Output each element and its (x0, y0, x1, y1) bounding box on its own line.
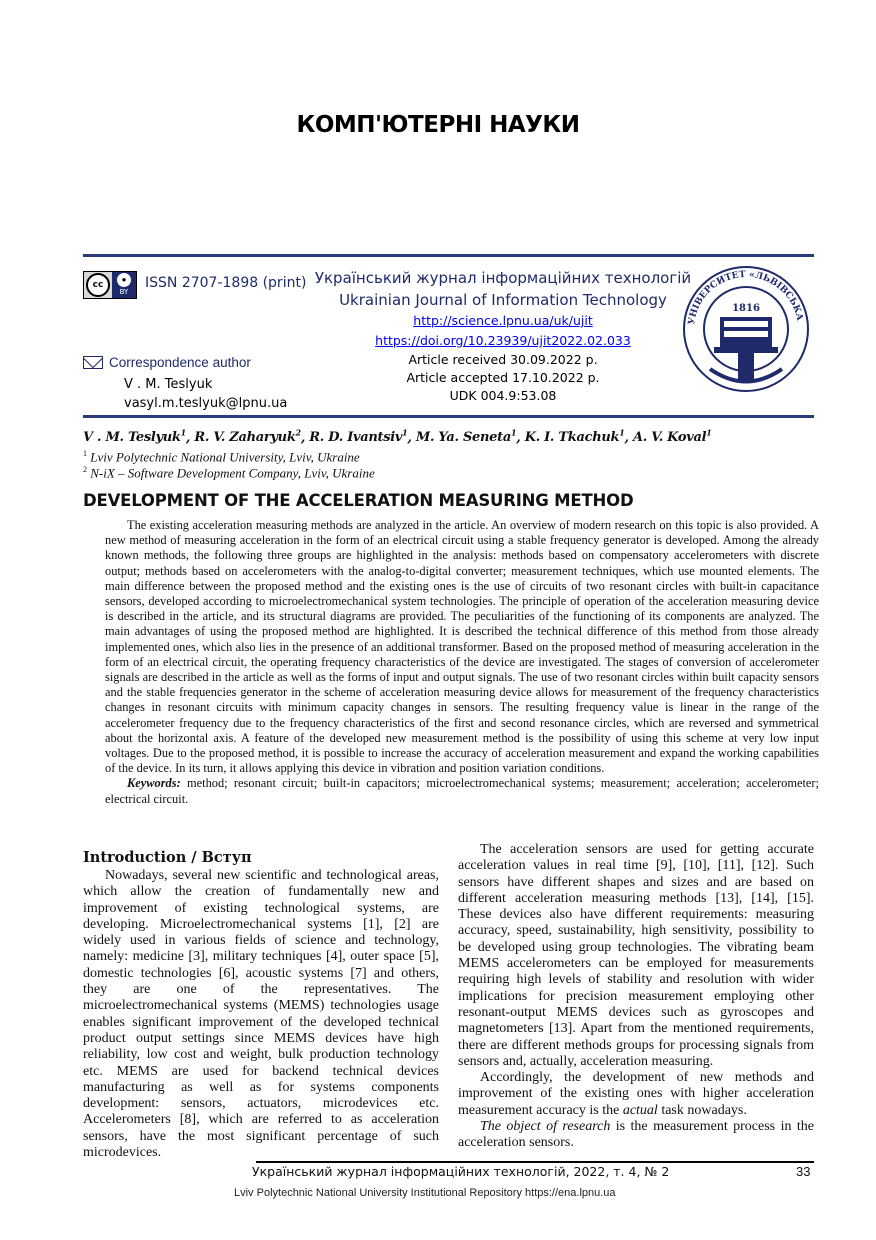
abstract (105, 518, 819, 807)
author: R. V. Zaharyuk$^2$ (194, 428, 301, 446)
author-list: V . M. Teslyuk$^1$, R. V. Zaharyuk$^2$, R. D. Ivantsiv$^1$, M. Ya. Seneta$^1$, K. I. Tkachuk$^1$, A. V. Koval$^1$ (83, 428, 712, 446)
person-icon: ● (117, 273, 131, 287)
paragraph: Accordingly, the development of new methods and improvement of the existing ones with higher acceleration measurement accuracy is the actual task nowadays. (458, 1070, 814, 1118)
author: K. I. Tkachuk$^1$ (524, 428, 625, 446)
affiliation: $^1$ Lviv Polytechnic National University, Lviv, Ukraine (83, 449, 360, 465)
cc-icon: cc (86, 273, 110, 297)
repository-note: Lviv Polytechnic National University Institutional Repository https://ena.lpnu.ua (234, 1187, 616, 1199)
correspondence-name: V . M. Teslyuk (124, 377, 213, 392)
cc-by-license-icon (83, 271, 137, 299)
section-heading: КОМП'ЮТЕРНІ НАУКИ (296, 112, 580, 138)
column-right (458, 842, 814, 1152)
affiliation: $^2$ N-iX – Software Development Company, Lviv, Ukraine (83, 465, 375, 481)
page-number: 33 (796, 1164, 811, 1179)
keywords: Keywords: method; resonant circuit; built-in capacitors; microelectromechanical systems; measurement; acceleration; accelerometer; electrical circuit. (105, 776, 819, 806)
svg-text:1816: 1816 (732, 303, 760, 314)
header-left (83, 271, 313, 411)
issn: ISSN 2707-1898 (print) (145, 275, 307, 291)
svg-text:УНІВЕРСИТЕТ «ЛЬВІВСЬКА: УНІВЕРСИТЕТ «ЛЬВІВСЬКА (687, 269, 805, 326)
udk: UDK 004.9:53.08 (449, 388, 557, 403)
footer-divider (256, 1161, 814, 1163)
intro-heading: Introduction / Вступ (83, 849, 252, 866)
correspondence-label: Correspondence author (83, 355, 251, 370)
article-title: DEVELOPMENT OF THE ACCELERATION MEASURING METHOD (83, 491, 634, 510)
article-accepted: Article accepted 17.10.2022 р. (406, 370, 600, 385)
university-seal-icon (680, 259, 812, 409)
abstract-text: The existing acceleration measuring methods are analyzed in the article. An overview of modern research on this topic is also provided. A new method of measuring acceleration in the form of an electrical circuit using a stable frequency generator is developed. Among the already known methods, the following three groups are highlighted in the analysis: methods based on compensatory accelerometers with discrete output; methods based on accelerometers with the analog-to-digital converter; measurement techniques, which use mounted elements. The main difference between the proposed method and the existing ones is the use of circuits of two resonant circles with built-in capacitance sensors, developed according to microelectromechanical system technologies. The principle of operation of the acceleration measuring device is described in the article, and its structural diagrams are provided. The peculiarities of the functioning of its components are analyzed. The main advantages of using the proposed method are highlighted. It is described the technical difference of this method from those already implemented ones, which also lies in the presence of an additional transformer. Based on the proposed method of measuring acceleration in the form of an electrical circuit, the operating frequency characteristics of the device are investigated. The stages of conversion of accelerometer signals are described in the article as well as the forms of input and output signals. The use of two resonant circles within built capacity sensors and the stable frequencies generator in the scheme of acceleration measuring device allows for measurement of the frequency characteristics changes in resonant circuits with minimum capacity changes in sensors. The resulting frequency value is linear in the range of the accelerometer frequency due to the frequency characteristics of the first and second resonance circles, which are reversed and symmetrical about the horizontal axis. A feature of the developed new measurement method is the possibility of using this scheme at very low input voltages. Due to the proposed method, it is possible to increase the accuracy of acceleration measurement and expand the working capabilities of the device. In its turn, it allows applying this device in vibration and position variation conditions. (105, 518, 819, 776)
journal-title-ua: Український журнал інформаційних технологій (314, 269, 692, 287)
by-label: BY (119, 288, 129, 296)
paragraph: The acceleration sensors are used for getting accurate acceleration values in real time [9], [10], [11], [12]. Such sensors have different shapes and sizes and are based on different acceleration measuring methods [13], [14], [15]. These devices also have different requirements: measuring accuracy, speed, sustainability, high sensitivity, possibility to be developed using group technologies. The vibrating beam MEMS accelerometers can be employed for measurements requiring high levels of stability and resolution with wider implications for precision measurement employing other resonant-output MEMS devices such as gyroscopes and magnetometers [13]. Apart from the mentioned requirements, there are different methods groups for processing signals from sensors and, actually, acceleration measuring. (458, 842, 814, 1069)
correspondence-email[interactable]: vasyl.m.teslyuk@lpnu.ua (124, 396, 288, 411)
journal-title-en: Ukrainian Journal of Information Technology (339, 291, 667, 309)
author: M. Ya. Seneta$^1$ (415, 428, 517, 446)
journal-header (83, 254, 814, 418)
footer-journal: Український журнал інформаційних технологій, 2022, т. 4, № 2 (252, 1164, 670, 1179)
doi-link[interactable]: https://doi.org/10.23939/ujit2022.02.033 (375, 333, 631, 348)
author: R. D. Ivantsiv$^1$ (309, 428, 408, 446)
column-left (83, 848, 439, 1161)
article-received: Article received 30.09.2022 р. (408, 352, 598, 367)
paragraph: The object of research is the measurement process in the acceleration sensors. (458, 1119, 814, 1151)
author: V . M. Teslyuk$^1$ (83, 428, 186, 446)
envelope-icon (83, 356, 103, 369)
author: A. V. Koval$^1$ (632, 428, 712, 446)
journal-url-link[interactable]: http://science.lpnu.ua/uk/ujit (413, 313, 593, 328)
header-center (303, 267, 703, 405)
paragraph: Nowadays, several new scientific and technological areas, which allow the creation of fundamentally new and improvement of existing technological systems, are developing. Microelectromechanical systems [1], [2] are widely used in various fields of science and technology, namely: medicine [3], military techniques [4], outer space [5], domestic technologies [6], acoustic systems [7] and others, they are one of the representatives. The microelectromechanical systems (MEMS) technologies usage enables significant improvement of the developed technical product output settings since MEMS devices have high reliability, low cost and weight, bulk production technology etc. MEMS are used for backend technical devices manufacturing as well as for systems components development: sensors, actuators, microdevices etc. Accelerometers [8], which are referred to as acceleration sensors, have the most significant percentage of such microdevices. (83, 868, 439, 1161)
